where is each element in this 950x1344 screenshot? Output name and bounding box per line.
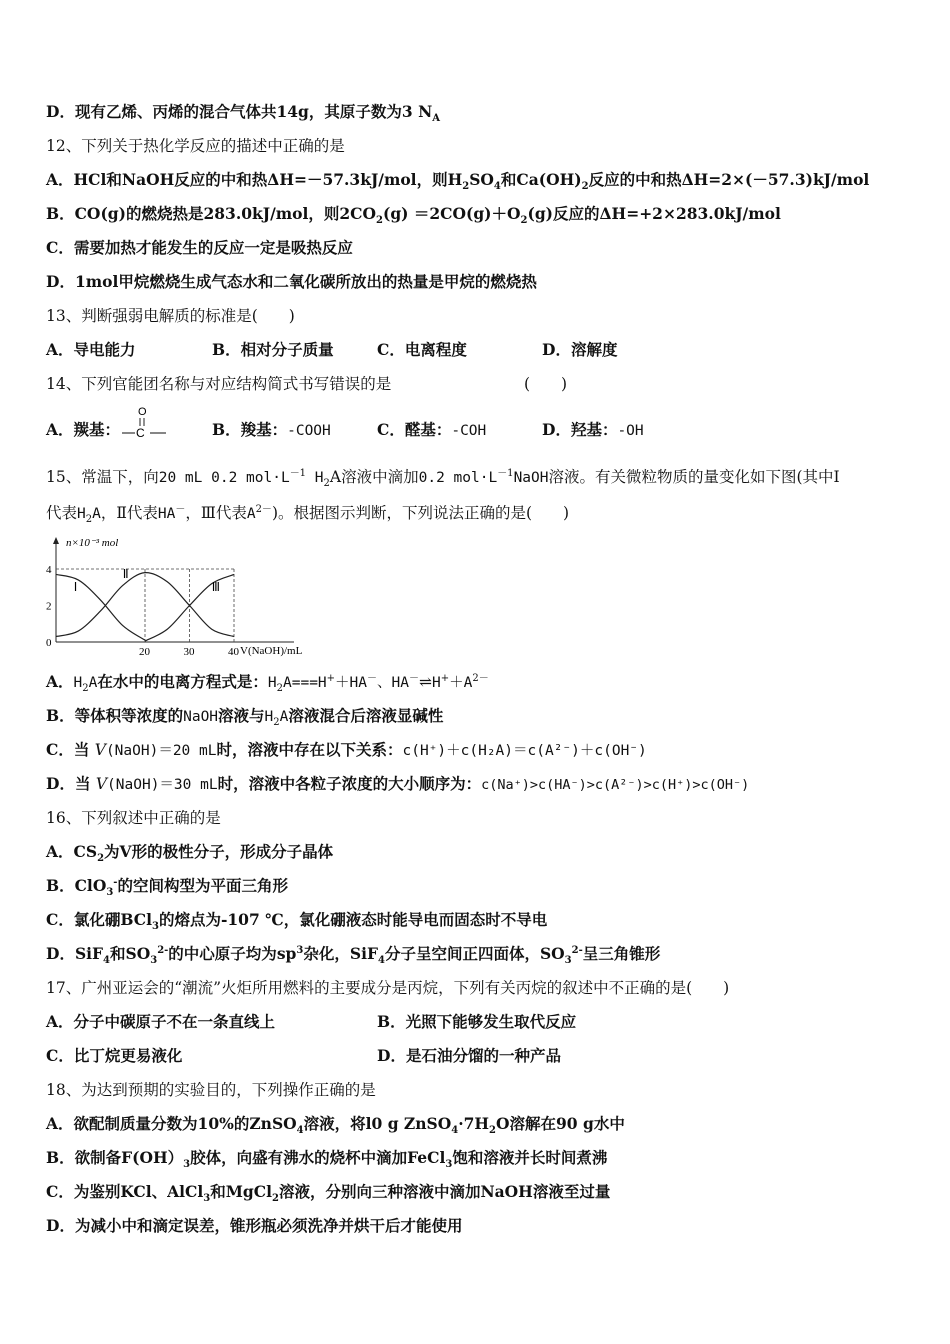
q14-option-b: B．羧基：-COOH <box>212 420 331 439</box>
q12-stem: 12、下列关于热化学反应的描述中正确的是 <box>46 137 345 155</box>
q11-option-d: D．现有乙烯、丙烯的混合气体共14g，其原子数为3 $N_A$ <box>46 102 441 125</box>
q17-stem: 17、广州亚运会的“潮流”火炬所用燃料的主要成分是丙烷，下列有关丙烷的叙述中不正确的是( ) <box>46 979 730 997</box>
q14-option-d: D．羟基：-OH <box>542 420 644 439</box>
q13-option-d: D．溶解度 <box>542 340 618 359</box>
q18-option-b: B．欲制备$F(OH)_3$胶体，向盛有沸水的烧杯中滴加FeCl$_3$饱和溶液并长时间煮沸 <box>46 1148 608 1171</box>
q16-stem: 16、下列叙述中正确的是 <box>46 809 221 827</box>
q12-option-b: B．CO(g)的燃烧热是283.0kJ/mol，则$2CO_2(g) =2CO(g)+O_2(g)$反应的ΔH=+2×283.0kJ/mol <box>46 204 781 227</box>
carbonyl-o: O <box>138 406 147 418</box>
q14-stem: 14、下列官能团名称与对应结构简式书写错误的是 <box>46 375 392 393</box>
series-1-line <box>56 574 145 640</box>
y-axis-arrow <box>53 537 59 544</box>
q18-option-a: A．欲配制质量分数为10%的ZnSO$_4$溶液，将l0 g $ZnSO_4\cdot 7H_2O$溶解在90 g水中 <box>46 1114 625 1137</box>
q15-option-c: C．当 V(NaOH)＝20 mL时，溶液中存在以下关系：c(H⁺)＋c(H₂A)＝c(A²⁻)＋c(OH⁻) <box>46 740 647 759</box>
series-3-label: Ⅲ <box>211 579 221 594</box>
q18-option-d: D．为减小中和滴定误差，锥形瓶必须洗净并烘干后才能使用 <box>46 1216 463 1235</box>
q15-option-a: A．$H_2A$在水中的电离方程式是：$H_2A===H^++HA^-$、$HA^-\rightleftharpoons H^++A^{2-}$ <box>46 672 489 695</box>
series-2-label: Ⅱ <box>122 567 129 582</box>
y-tick-label: 2 <box>46 600 52 613</box>
q16-option-b: B．ClO$_3$-的空间构型为平面三角形 <box>46 876 288 899</box>
y-tick-label: 4 <box>46 564 52 576</box>
q17-option-b: B．光照下能够发生取代反应 <box>377 1012 577 1031</box>
q18-stem: 18、为达到预期的实验目的，下列操作正确的是 <box>46 1081 376 1099</box>
q13-option-c: C．电离程度 <box>377 340 467 359</box>
q16-option-d: D．SiF$_4$和$SO_3^{2-}$的中心原子均为$sp^3$杂化，SiF$_4$分子呈空间正四面体，$SO_3^{2-}$呈三角锥形 <box>46 944 661 967</box>
q14-paren: ( ) <box>524 375 568 393</box>
q15-stem-line2: 代表$H_2A$，Ⅱ代表HA－，Ⅲ代表$A^{2-}$)。根据图示判断，下列说法正确的是( ) <box>46 503 570 526</box>
y-tick-label: 0 <box>46 637 52 649</box>
q12-option-a: A．HCl和NaOH反应的中和热ΔH=－57.3kJ/mol，则$H_2SO_4$和$Ca(OH)_2$反应的中和热ΔH=2×(－57.3)kJ/mol <box>46 170 870 193</box>
x-tick-label: 20 <box>139 646 150 658</box>
q13-option-b: B．相对分子质量 <box>212 340 334 359</box>
q14-option-c: C．醛基：-COH <box>377 420 487 439</box>
q17-option-c: C．比丁烷更易液化 <box>46 1046 183 1065</box>
x-tick-label: 30 <box>183 646 195 658</box>
q13-stem: 13、判断强弱电解质的标准是( ) <box>46 307 295 325</box>
carbonyl-c: C <box>136 426 145 440</box>
q12-option-c: C．需要加热才能发生的反应一定是吸热反应 <box>46 238 353 257</box>
q18-option-c: C．为鉴别KCl、AlCl$_3$和MgCl$_2$溶液，分别向三种溶液中滴加NaOH溶液至过量 <box>46 1182 611 1205</box>
species-amount-chart <box>44 532 334 660</box>
q16-option-c: C．氯化硼BCl$_3$的熔点为-107 ℃，氯化硼液态时能导电而固态时不导电 <box>46 910 548 933</box>
q17-option-d: D．是石油分馏的一种产品 <box>377 1046 561 1065</box>
q15-option-d: D．当 V(NaOH)＝30 mL时，溶液中各粒子浓度的大小顺序为：c(Na⁺)>c(HA⁻)>c(A²⁻)>c(H⁺)>c(OH⁻) <box>46 774 750 793</box>
chart-x-label: V(NaOH)/mL <box>240 645 303 657</box>
q12-option-d: D．1mol甲烷燃烧生成气态水和二氧化碳所放出的热量是甲烷的燃烧热 <box>46 272 537 291</box>
series-1-label: Ⅰ <box>73 579 78 594</box>
q14-option-a-label: A．羰基： <box>46 420 121 439</box>
q16-option-a: A．$CS_2$为V形的极性分子，形成分子晶体 <box>46 842 334 865</box>
q13-option-a: A．导电能力 <box>46 340 136 359</box>
chart-y-label: n×10⁻³ mol <box>66 537 119 549</box>
q17-option-a: A．分子中碳原子不在一条直线上 <box>46 1012 276 1031</box>
x-tick-label: 40 <box>228 646 239 658</box>
q15-stem-line1: 15、常温下，向20 mL 0.2 $mol\cdot L^{-1}$ $H_2A$溶液中滴加0.2 $mol\cdot L^{-1}NaOH$溶液。有关微粒物质的量变化如下图(其中Ⅰ <box>46 467 840 490</box>
q15-option-b: B．等体积等浓度的NaOH溶液与$H_2A$溶液混合后溶液显碱性 <box>46 706 444 729</box>
carbonyl-structure <box>120 402 180 442</box>
